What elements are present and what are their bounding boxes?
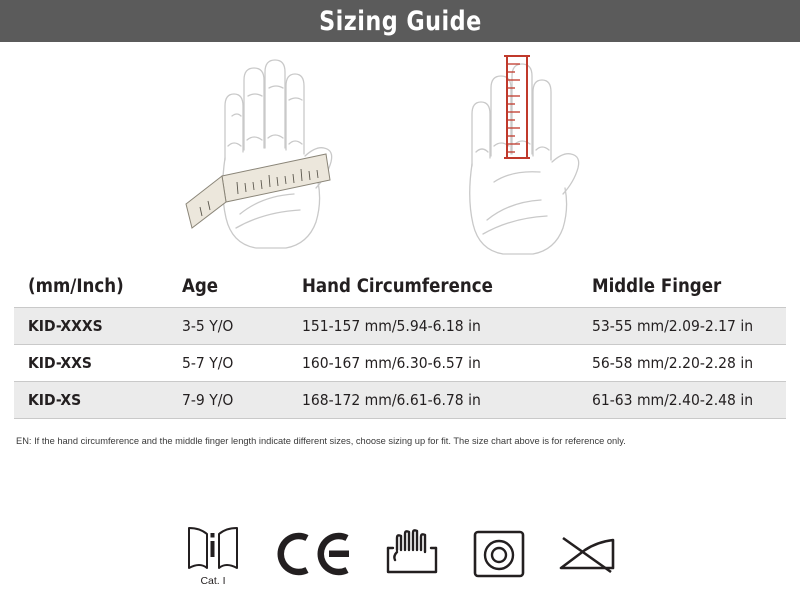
cell-middle-finger: 56-58 mm/2.20-2.28 in — [592, 345, 786, 382]
care-symbol-hand-wash — [383, 528, 441, 580]
cell-age: 3-5 Y/O — [182, 308, 302, 345]
do-not-iron-icon — [557, 528, 617, 580]
column-header-middle-finger: Middle Finger — [592, 276, 722, 297]
cell-circumference: 151-157 mm/5.94-6.18 in — [302, 308, 592, 345]
column-header-age: Age — [182, 276, 219, 297]
care-symbol-ce — [273, 528, 353, 580]
cell-middle-finger: 61-63 mm/2.40-2.48 in — [592, 382, 786, 419]
table-header-row — [14, 270, 786, 308]
cell-middle-finger: 53-55 mm/2.09-2.17 in — [592, 308, 786, 345]
cell-circumference: 168-172 mm/6.61-6.78 in — [302, 382, 592, 419]
page-title: Sizing Guide — [318, 5, 482, 37]
sizing-note: EN: If the hand circumference and the middle finger length indicate different sizes, choose sizing up for fit. The size chart above is for reference only. — [16, 436, 626, 446]
hand-circumference-illustration — [178, 42, 378, 264]
middle-finger-illustration — [432, 42, 632, 264]
measuring-tape-icon — [186, 154, 330, 228]
ce-marking-icon — [273, 528, 353, 580]
cell-size: KID-XXXS — [14, 308, 182, 345]
page-header — [0, 0, 800, 42]
column-header-hand-circumference: Hand Circumference — [302, 276, 493, 297]
tumble-dry-icon — [471, 528, 527, 580]
cell-circumference: 160-167 mm/6.30-6.57 in — [302, 345, 592, 382]
cell-size: KID-XS — [14, 382, 182, 419]
illustration-area — [0, 42, 800, 264]
care-symbols-row — [0, 515, 800, 593]
cell-size: KID-XXS — [14, 345, 182, 382]
cat-label: Cat. I — [200, 574, 226, 587]
table-row — [14, 308, 786, 345]
care-symbol-booklet — [183, 522, 243, 587]
size-table-wrap — [0, 270, 800, 419]
care-symbol-do-not-iron — [557, 528, 617, 580]
table-row — [14, 345, 786, 382]
cell-age: 5-7 Y/O — [182, 345, 302, 382]
hand-wash-icon — [383, 528, 441, 580]
care-symbol-tumble-dry — [471, 528, 527, 580]
instruction-booklet-icon — [183, 522, 243, 574]
column-header-unit: (mm/Inch) — [28, 276, 124, 297]
table-row — [14, 382, 786, 419]
cell-age: 7-9 Y/O — [182, 382, 302, 419]
size-chart-table — [14, 270, 786, 419]
